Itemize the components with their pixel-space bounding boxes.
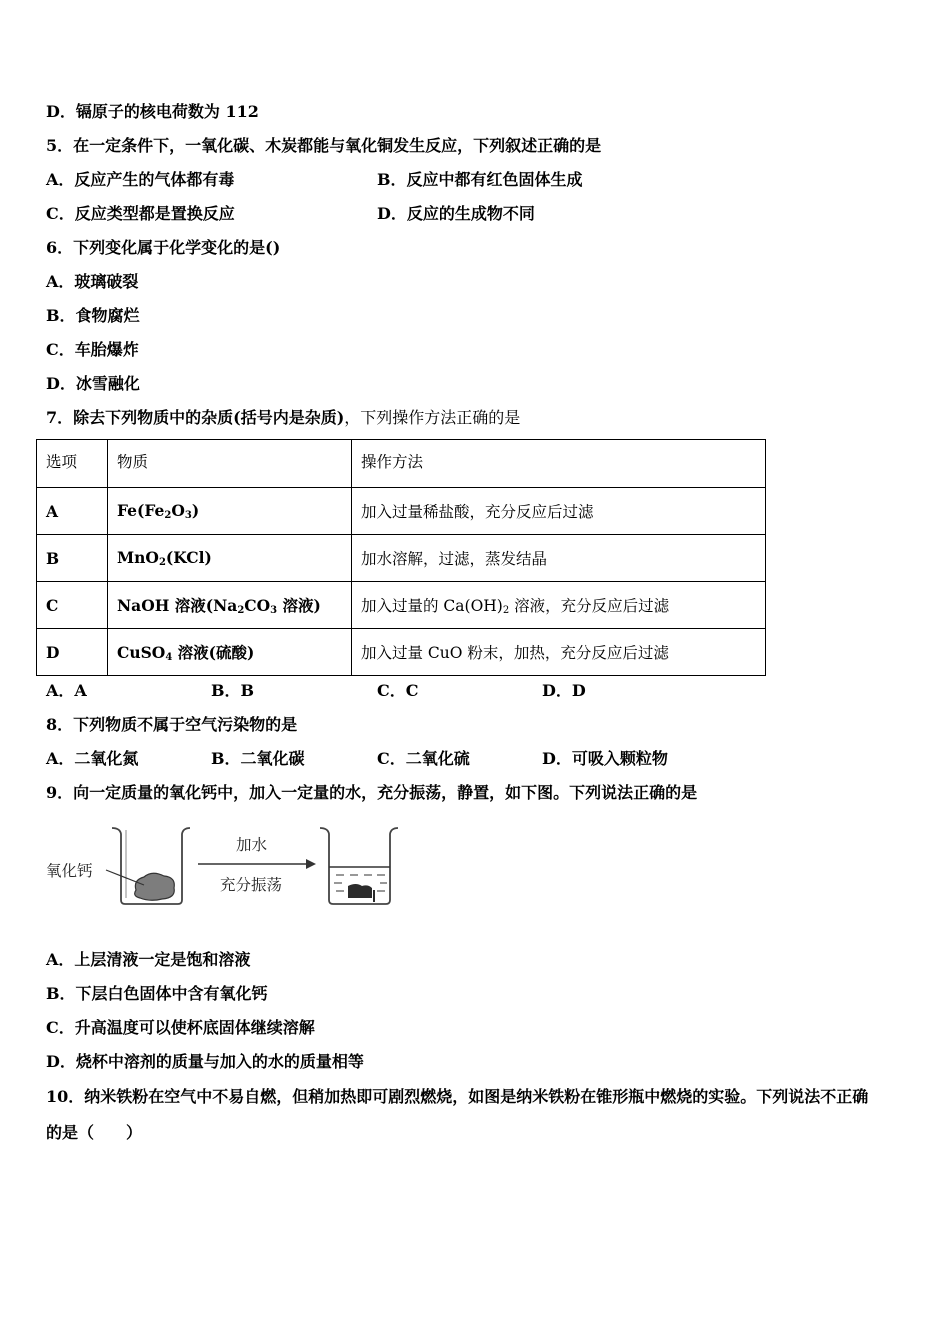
q8-option-a: A．二氧化氮 xyxy=(46,749,139,768)
q7-stem-main: 7．除去下列物质中的杂质(括号内是杂质) xyxy=(46,408,345,427)
q8-option-b: B．二氧化碳 xyxy=(211,749,305,768)
q5-option-d: D．反应的生成物不同 xyxy=(377,204,535,223)
beaker-left-icon xyxy=(106,828,190,904)
q8-stem: 8．下列物质不属于空气污染物的是 xyxy=(46,715,298,734)
q7-header-method: 操作方法 xyxy=(352,440,766,488)
q7-row-substance: NaOH 溶液($Na_2CO_3$ 溶液) xyxy=(108,582,352,629)
q7-table xyxy=(36,439,766,676)
q7-row-method: 加水溶解，过滤，蒸发结晶 xyxy=(352,535,766,582)
q6-option-d: D．冰雪融化 xyxy=(46,374,140,393)
q7-option-d: D．D xyxy=(542,681,586,700)
q9-option-a: A．上层清液一定是饱和溶液 xyxy=(46,950,251,969)
q9-option-c: C．升高温度可以使杯底固体继续溶解 xyxy=(46,1018,315,1037)
q9-option-b: B．下层白色固体中含有氧化钙 xyxy=(46,984,268,1003)
q10-stem-line1: 10．纳米铁粉在空气中不易自燃，但稍加热即可剧烈燃烧，如图是纳米铁粉在锥形瓶中燃烧的实验。下列说法不正确 xyxy=(46,1087,869,1106)
table-row xyxy=(37,535,766,582)
q9-figure-label-calcium-oxide: 氧化钙 xyxy=(46,862,93,880)
q6-stem: 6．下列变化属于化学变化的是() xyxy=(46,238,281,257)
q9-figure-arrow-top-label: 加水 xyxy=(236,836,268,854)
q7-row-method: 加入过量稀盐酸，充分反应后过滤 xyxy=(352,488,766,535)
q7-row-method: 加入过量的 $Ca(OH)_2$ 溶液，充分反应后过滤 xyxy=(352,582,766,629)
q9-option-d: D．烧杯中溶剂的质量与加入的水的质量相等 xyxy=(46,1052,364,1071)
q6-option-b: B．食物腐烂 xyxy=(46,306,140,325)
arrow-right-icon xyxy=(198,859,316,869)
table-row xyxy=(37,488,766,535)
q5-option-a: A．反应产生的气体都有毒 xyxy=(46,170,235,189)
q7-table-header xyxy=(37,440,766,488)
q6-option-a: A．玻璃破裂 xyxy=(46,272,139,291)
q5-stem: 5．在一定条件下，一氧化碳、木炭都能与氧化铜发生反应，下列叙述正确的是 xyxy=(46,136,602,155)
q7-row-substance: MnO$_2$(KCl) xyxy=(108,535,352,582)
q5-option-b: B．反应中都有红色固体生成 xyxy=(377,170,583,189)
q7-row-option: A xyxy=(37,488,108,535)
q7-row-option: D xyxy=(37,629,108,676)
q7-row-substance: CuSO$_4$ 溶液(硫酸) xyxy=(108,629,352,676)
q6-option-c: C．车胎爆炸 xyxy=(46,340,139,359)
q7-row-option: C xyxy=(37,582,108,629)
table-row xyxy=(37,582,766,629)
q7-row-option: B xyxy=(37,535,108,582)
q7-stem-rest: ，下列操作方法正确的是 xyxy=(344,408,521,427)
q10-stem-line2: 的是（ ） xyxy=(46,1123,143,1142)
q7-header-substance: 物质 xyxy=(108,440,352,488)
q7-row-substance: $Fe(Fe_2O_3)$ xyxy=(108,488,352,535)
q7-header-option: 选项 xyxy=(37,440,108,488)
beaker-right-icon xyxy=(320,828,398,904)
table-row xyxy=(37,629,766,676)
q7-row-method: 加入过量 CuO 粉末，加热，充分反应后过滤 xyxy=(352,629,766,676)
q8-option-d: D．可吸入颗粒物 xyxy=(542,749,668,768)
q7-option-a: A．A xyxy=(46,681,87,700)
q4-option-d: D．镉原子的核电荷数为 112 xyxy=(46,102,259,121)
q8-option-c: C．二氧化硫 xyxy=(377,749,470,768)
q9-stem: 9．向一定质量的氧化钙中，加入一定量的水，充分振荡，静置，如下图。下列说法正确的是 xyxy=(46,783,698,802)
q7-option-c: C．C xyxy=(377,681,419,700)
q7-stem xyxy=(46,407,520,429)
q5-option-c: C．反应类型都是置换反应 xyxy=(46,204,235,223)
q7-option-b: B．B xyxy=(211,681,255,700)
q9-figure-arrow-bottom-label: 充分振荡 xyxy=(220,876,283,894)
q9-beaker-figure xyxy=(44,820,404,920)
